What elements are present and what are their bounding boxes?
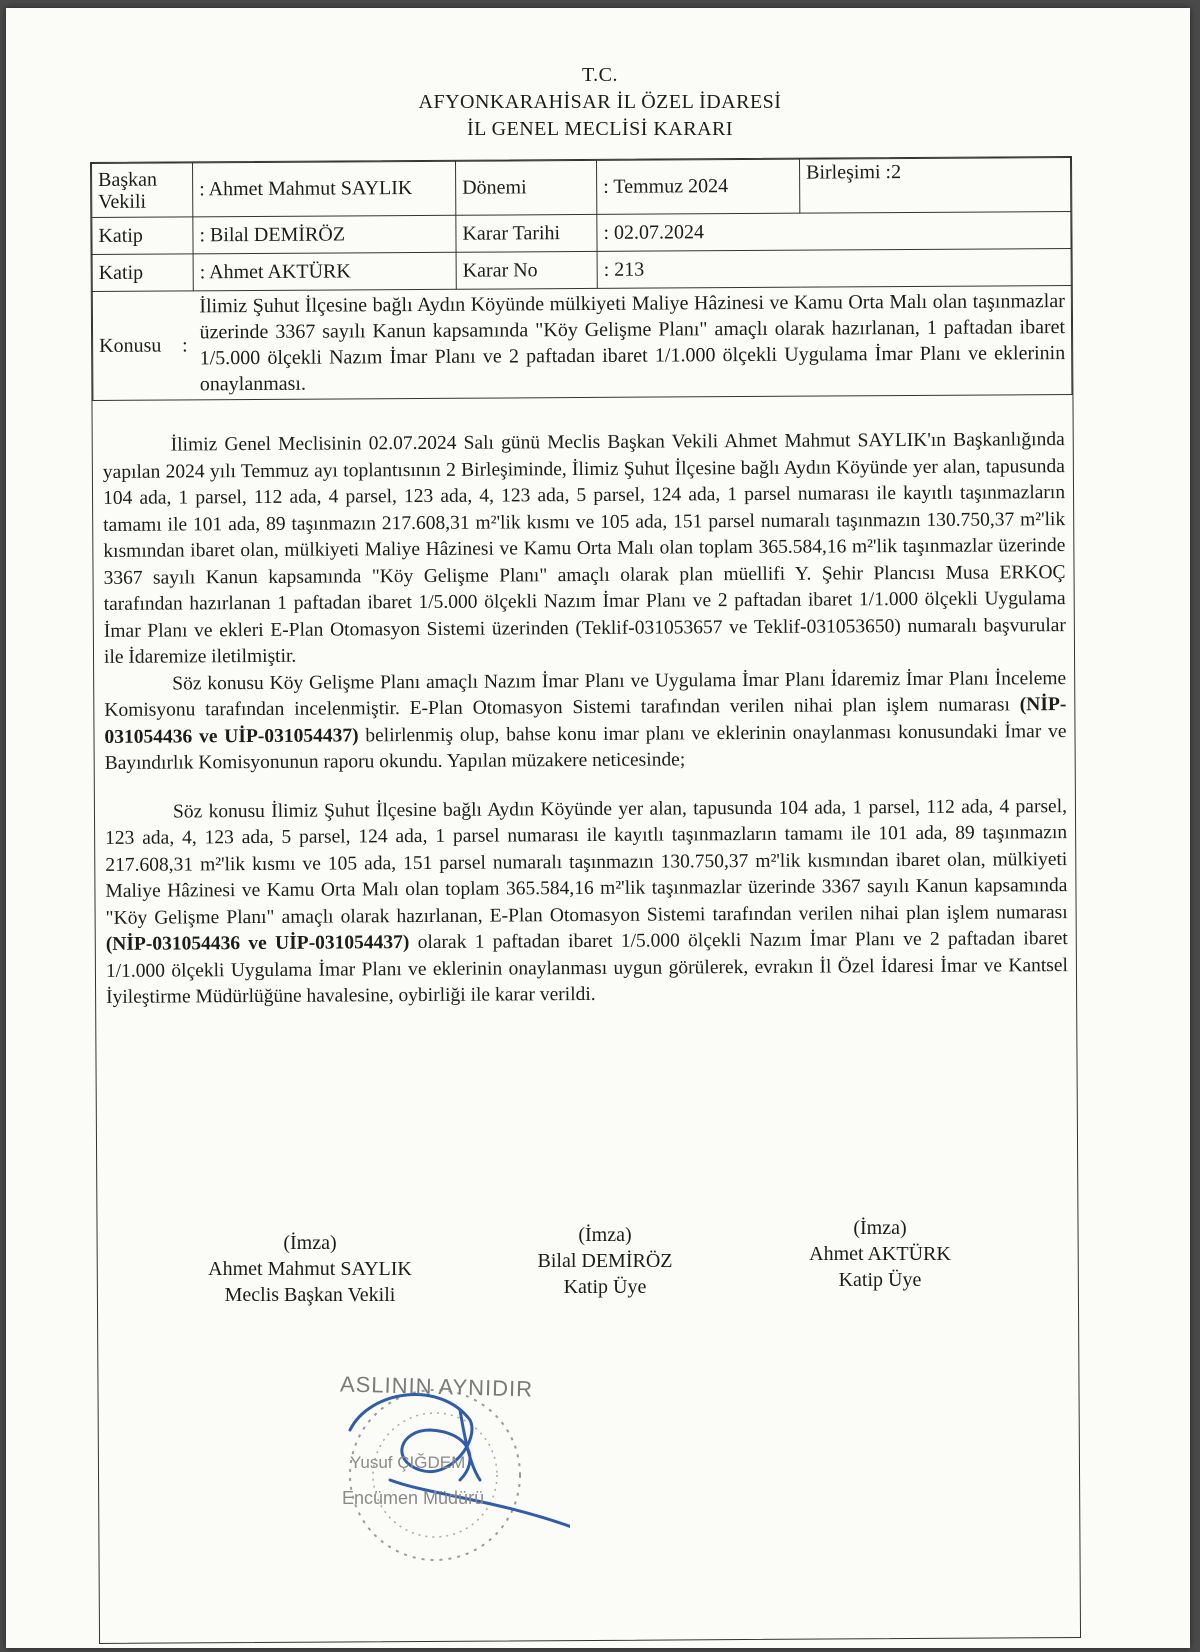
header-institution: AFYONKARAHİSAR İL ÖZEL İDARESİ — [418, 91, 782, 113]
body-paragraph-1: İlimiz Genel Meclisinin 02.07.2024 Salı günü Meclis Başkan Vekili Ahmet Mahmut SAYLIK'ın Başkanlığında yapılan 2024 yılı Temmuz ayı toplantısının 2 Birleşiminde, İlimiz Şuhut İlçesine bağlı Aydın Köyünde yer alan, tapusunda 104 ada, 1 parsel, 112 ada, 4 parsel, 123 ada, 4, 123 ada, 5 parsel, 124 ada, 1 parsel numarası ile kayıtlı taşınmazların tamamı ile 101 ada, 89 taşınmazın 217.608,31 m²'lik kısmı ve 105 ada, 151 parsel numaralı taşınmazın 130.750,37 m²'lik kısmından ibaret olan, mülkiyeti Maliye Hâzinesi ve Kamu Orta Malı olan toplam 365.584,16 m²'lik taşınmazlar üzerinde 3367 sayılı Kanun kapsamında "Köy Gelişme Planı" amaçlı olarak plan müellifi Y. Şehir Plancısı Musa ERKOÇ tarafından hazırlanan 1 paftadan ibaret 1/5.000 ölçekli Nazım İmar Planı ve 2 paftadan ibaret 1/1.000 ölçekli Uygulama İmar Planı ve ekleri E-Plan Otomasyon Sistemi üzerinden (Teklif-031053657 ve Teklif-031053650) numaralı başvurular ile İdaremize iletilmiştir. — [102, 429, 1066, 668]
baskan-label: Başkan Vekili — [92, 163, 193, 218]
signature-name: Ahmet Mahmut SAYLIK — [208, 1258, 412, 1280]
body-paragraph-3 — [105, 794, 1068, 1012]
signature-block-clerk-1 — [490, 1222, 720, 1300]
signature-name: Bilal DEMİRÖZ — [537, 1250, 673, 1272]
katip1-label: Katip — [92, 217, 193, 255]
decision-body — [103, 427, 1069, 1011]
signature-imza: (İmza) — [283, 1232, 337, 1254]
body-p2-plan-numbers: (NİP-031054436 ve UİP-031054437) — [104, 694, 1067, 748]
stamp-name: Yusuf ÇIĞDEM — [350, 1453, 466, 1472]
body-p3-text-a: Söz konusu İlimiz Şuhut İlçesine bağlı Aydın Köyünde yer alan, tapusunda 104 ada, 1 parsel, 112 ada, 4 parsel, 123 ada, 4, 123 ada, 5 parsel, 124 ada, 1 parsel numarası ile kayıtlı taşınmazların tamamı ile 101 ada, 89 taşınmazın 217.608,31 m²'lik kısmı ve 105 ada, 151 parsel numaralı taşınmazın 130.750,37 m²'lik kısmından ibaret olan, mülkiyeti Maliye Hâzinesi ve Kamu Orta Malı olan toplam 365.584,16 m²'lik taşınmazlar üzerinde 3367 sayılı Kanun kapsamında "Köy Gelişme Planı" amaçlı olarak hazırlanan, E-Plan Otomasyon Sistemi tarafından verilen nihai plan işlem numarası — [105, 795, 1068, 929]
stamp-role: Encümen Müdürü — [342, 1488, 485, 1508]
karar-tarihi-value: : 02.07.2024 — [597, 212, 1071, 252]
karar-no-value: : 213 — [597, 249, 1071, 289]
stamp-title: ASLININ AYNIDIR — [339, 1371, 534, 1402]
signature-imza: (İmza) — [578, 1224, 632, 1246]
baskan-value: : Ahmet Mahmut SAYLIK — [193, 161, 456, 217]
signature-title: Katip Üye — [838, 1269, 922, 1291]
document-header — [0, 62, 1200, 143]
konusu-label-text: Konusu — [99, 334, 162, 357]
konusu-colon: : — [181, 333, 188, 356]
signature-title: Katip Üye — [563, 1276, 647, 1298]
body-p3-text-b: olarak 1 paftadan ibaret 1/5.000 ölçekli Nazım İmar Planı ve 2 paftadan ibaret 1/1.000 ölçekli Uygulama İmar Planı ve eklerinin onaylanması uygun görülerek, evrakın İl Özel İdaresi İmar ve Kantsel İyileştirme Müdürlüğüne havalesine, oybirliği ile karar verildi. — [105, 928, 1068, 1008]
konusu-label — [92, 291, 194, 401]
donem-value: : Temmuz 2024 — [596, 159, 799, 214]
signature-block-chairman — [170, 1230, 450, 1308]
signature-imza: (İmza) — [853, 1217, 907, 1239]
konusu-value: İlimiz Şuhut İlçesine bağlı Aydın Köyünde mülkiyeti Maliye Hâzinesi ve Kamu Orta Malı olan taşınmazlar üzerinde 3367 sayılı Kanun kapsamında "Köy Gelişme Planı" amaçlı olarak hazırlanan, 1 paftadan ibaret 1/5.000 ölçekli Nazım İmar Planı ve 2 paftadan ibaret 1/1.000 ölçekli Uygulama İmar Planı ve eklerinin onaylanması. — [193, 286, 1072, 400]
body-p2-text-a: Söz konusu Köy Gelişme Planı amaçlı Nazım İmar Planı ve Uygulama İmar Planı İdaremiz İmar Planı İnceleme Komisyonu tarafından incelenmiştir. E-Plan Otomasyon Sistemi tarafından verilen nihai plan işlem numarası — [104, 667, 1067, 721]
katip1-value: : Bilal DEMİRÖZ — [193, 215, 456, 254]
signature-block-clerk-2 — [765, 1215, 995, 1293]
body-p2-text-b: belirlenmiş olup, bahse konu imar planı ve eklerinin onaylanması konusundaki İmar ve Bayındırlık Komisyonunun raporu okundu. Yapılan müzakere neticesinde; — [104, 720, 1067, 774]
body-paragraph-2 — [104, 666, 1067, 778]
meta-table — [91, 157, 1072, 401]
body-p3-plan-numbers: (NİP-031054436 ve UİP-031054437) — [105, 932, 410, 955]
karar-no-label: Karar No — [456, 251, 597, 289]
decision-frame — [90, 156, 1081, 1644]
birlesim-value: Birleşimi :2 — [799, 158, 1070, 214]
signature-title: Meclis Başkan Vekili — [224, 1284, 396, 1306]
karar-tarihi-label: Karar Tarihi — [456, 214, 597, 252]
header-tc: T.C. — [581, 64, 619, 86]
header-decision-type: İL GENEL MECLİSİ KARARI — [466, 118, 734, 140]
donem-label: Dönemi — [456, 160, 597, 215]
signature-name: Ahmet AKTÜRK — [809, 1243, 951, 1265]
katip2-label: Katip — [92, 254, 193, 292]
katip2-value: : Ahmet AKTÜRK — [193, 252, 456, 291]
